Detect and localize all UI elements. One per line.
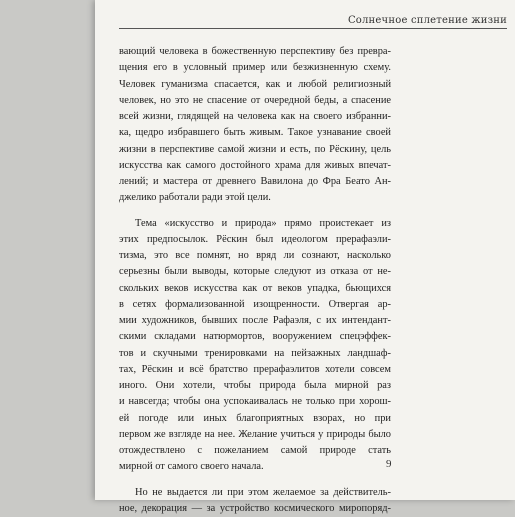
text-line: скольких веков искусства как от веков упадка, бьющихся [119,281,391,297]
text-line: мирной от самого своего начала. [119,459,391,475]
body-text [119,44,391,517]
running-title: Солнечное сплетение жизни [348,15,507,26]
text-line: жизни в перспективе самой жизни и есть, по Рёскину, цель [119,142,391,158]
text-line: вающий человека в божественную перспективу без превра- [119,44,391,60]
text-line: отождествлено с пожеланием самой природе стать [119,443,391,459]
text-line: Тема «искусство и природа» прямо проистекает из [119,216,391,232]
text-line: всей жизни, глядящей на человека как на своего избранни- [119,109,391,125]
book-page [95,0,515,500]
text-line: джелико работали ради этой цели. [119,190,391,206]
text-line: скими складами натюрмортов, вооружением спецэффек- [119,329,391,345]
text-line: первом же взгляде на нее. Желание учиться у природы было [119,427,391,443]
text-line: искусства как самого достойного храма для живых впечат- [119,158,391,174]
text-line: в сетях формализованной изощренности. Отвергая ар- [119,297,391,313]
text-line: тов и скучными тренировками на пейзажных ландшаф- [119,346,391,362]
text-line: человек, но это не спасение от очередной беды, а спасение [119,93,391,109]
text-line: тизма, это все помнят, но вряд ли сознают, насколько [119,248,391,264]
text-line: Человек гуманизма спасается, как и любой религиозный [119,77,391,93]
text-line: лений; и мастера от древнего Вавилона до Фра Беато Ан- [119,174,391,190]
text-line: и навсегда; чтобы она успокаивалась не только при хорош- [119,394,391,410]
paragraph-3 [119,485,391,517]
text-line: тах, Рёскин и всё братство прерафаэлитов хотели совсем [119,362,391,378]
text-line: мии художников, бывших после Рафаэля, с их интендант- [119,313,391,329]
text-line: Но не выдается ли при этом желаемое за действитель- [119,485,391,501]
text-line: ка, щедро избравшего быть живым. Такое узнавание своей [119,125,391,141]
running-header [119,28,507,29]
text-line: серьезны были выводы, которые следуют из отказа от не- [119,264,391,280]
page-number: 9 [386,458,392,470]
text-line: иного. Они хотели, чтобы природа была мирной раз [119,378,391,394]
text-line: этих предпосылок. Рёскин был идеологом прерафаэли- [119,232,391,248]
text-line: щения его в условный пример или безжизненную схему. [119,60,391,76]
text-line: ное, декорация — за устройство космического миропоряд- [119,501,391,517]
text-line: ей погоде или иных благоприятных взорах, но при [119,411,391,427]
paragraph-1 [119,44,391,207]
paragraph-2 [119,216,391,476]
